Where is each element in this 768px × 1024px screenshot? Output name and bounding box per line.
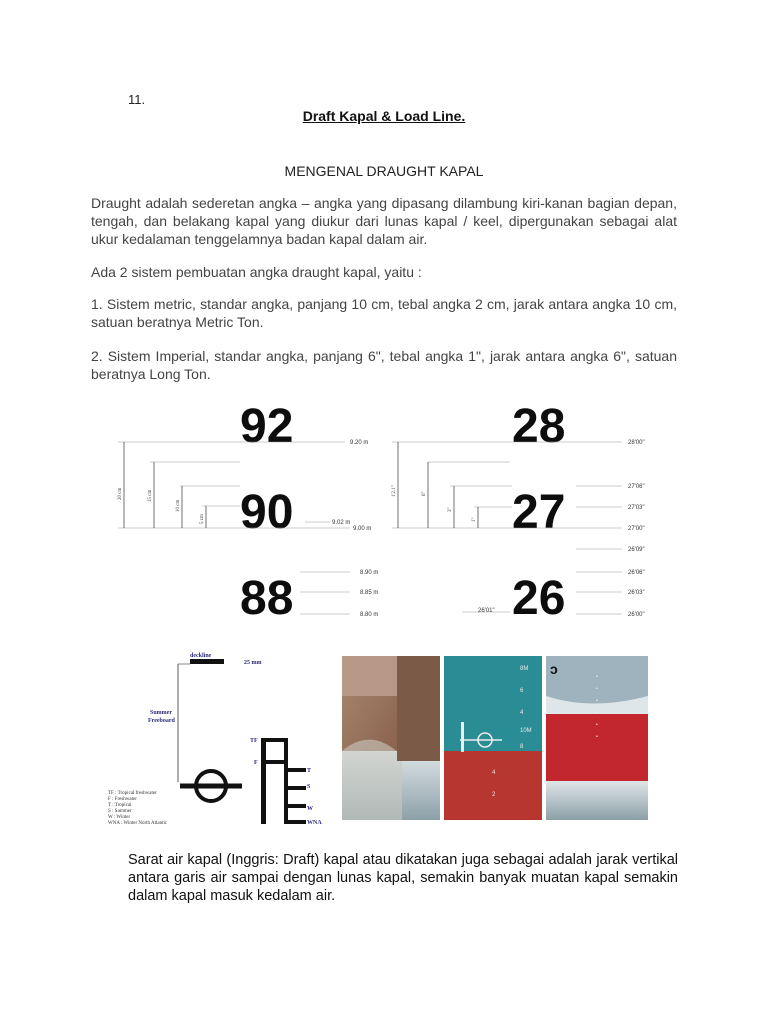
svg-text:•: • bbox=[596, 722, 598, 728]
mark-tf: TF bbox=[250, 738, 258, 744]
svg-text:•: • bbox=[596, 674, 598, 680]
hull-photo-3 bbox=[546, 656, 648, 820]
svg-text:TF : Tropical freshwater: TF : Tropical freshwater bbox=[108, 791, 157, 796]
dimension-label: 3" bbox=[448, 507, 453, 512]
svg-text:10M: 10M bbox=[520, 728, 532, 734]
svg-text:4: 4 bbox=[520, 710, 524, 716]
svg-text:•: • bbox=[596, 734, 598, 740]
mark-wna: WNA bbox=[307, 820, 322, 826]
draft-mark-label: 8.80 m bbox=[360, 612, 379, 618]
svg-text:•: • bbox=[596, 686, 598, 692]
load-line-legend bbox=[108, 791, 168, 826]
dimension-label: 10 cm bbox=[176, 499, 181, 512]
dimension-label: 1'2.1" bbox=[392, 485, 397, 497]
draft-mark-label: 27'00" bbox=[628, 526, 645, 532]
draft-mark-label: 9.20 m bbox=[350, 440, 369, 446]
svg-text:ɔ: ɔ bbox=[550, 661, 558, 677]
plimsoll-line bbox=[180, 784, 242, 789]
page-title: Draft Kapal & Load Line. bbox=[302, 108, 466, 124]
svg-text:8: 8 bbox=[520, 744, 524, 750]
draft-mark-label: 9.02 m bbox=[332, 520, 351, 526]
draft-number: 28 bbox=[512, 400, 566, 453]
draft-number: 92 bbox=[240, 400, 294, 453]
hull-photo-1 bbox=[342, 656, 440, 820]
draft-number: 26 bbox=[512, 572, 566, 625]
section-heading: MENGENAL DRAUGHT KAPAL bbox=[284, 163, 484, 179]
deckline-bar bbox=[190, 659, 224, 664]
imperial-draft-scale bbox=[392, 400, 645, 625]
svg-text:F : Freshwater: F : Freshwater bbox=[108, 797, 137, 802]
draft-mark-label: 26'01" bbox=[478, 608, 495, 614]
mark-w: W bbox=[307, 806, 313, 812]
paragraph-metric-system: 1. Sistem metric, standar angka, panjang 10 cm, tebal angka 2 cm, jarak antara angka 10 cm, satuan beratnya Metric Ton. bbox=[91, 296, 677, 330]
svg-text:S : Summer: S : Summer bbox=[108, 809, 132, 814]
paragraph-definition: Draught adalah sederetan angka – angka yang dipasang dilambung kiri-kanan bagian depan, tengah, dan belakang kapal yang diukur dari lunas kapal / keel, dipergunakan sebagai alat ukur kedalaman tenggelamnya badan kapal dalam air. bbox=[91, 195, 677, 247]
draft-mark-label: 27'06" bbox=[628, 484, 645, 490]
draft-mark-label: 8.85 m bbox=[360, 590, 379, 596]
draft-mark-label: 26'00" bbox=[628, 612, 645, 618]
dimension-label: 15 cm bbox=[148, 489, 153, 502]
page-number: 11. bbox=[128, 92, 146, 107]
dimension-label: 20 cm bbox=[118, 487, 123, 500]
svg-text:2: 2 bbox=[492, 792, 496, 798]
draft-mark-label: 26'03" bbox=[628, 590, 645, 596]
dimension-label: 5 cm bbox=[200, 514, 205, 524]
svg-text:W : Winter: W : Winter bbox=[108, 815, 131, 820]
svg-text:WNA : Winter North Atlantic: WNA : Winter North Atlantic bbox=[108, 821, 168, 826]
draft-mark-label: 28'00" bbox=[628, 440, 645, 446]
summer-label: Summer bbox=[150, 710, 172, 716]
svg-text:4: 4 bbox=[492, 770, 496, 776]
svg-text:•: • bbox=[596, 710, 598, 716]
metric-draft-scale bbox=[118, 400, 378, 625]
svg-text:T : Tropical: T : Tropical bbox=[108, 803, 132, 808]
paragraph-closing: Sarat air kapal (Inggris: Draft) kapal atau dikatakan juga sebagai adalah jarak vertikal antara garis air sampai dengan lunas kapal, semakin banyak muatan kapal semakin dalam kapal masuk kedalam air. bbox=[128, 852, 678, 904]
dimension-label: 1" bbox=[472, 517, 477, 522]
load-line-vertical bbox=[261, 738, 266, 824]
draft-number: 88 bbox=[240, 572, 294, 625]
draft-mark-label: 9.00 m bbox=[353, 526, 372, 532]
hull-photo-2 bbox=[444, 656, 542, 820]
svg-text:•: • bbox=[596, 698, 598, 704]
hull-photos bbox=[342, 656, 648, 820]
svg-text:8M: 8M bbox=[520, 666, 529, 672]
draft-mark-label: 27'03" bbox=[628, 505, 645, 511]
load-line-diagram bbox=[108, 648, 340, 830]
paragraph-imperial-system: 2. Sistem Imperial, standar angka, panjang 6", tebal angka 1", jarak antara angka 6", satuan beratnya Long Ton. bbox=[91, 348, 677, 382]
freeboard-word: Freeboard bbox=[148, 718, 175, 724]
mark-s: S bbox=[307, 784, 311, 790]
draft-mark-label: 26'09" bbox=[628, 547, 645, 553]
draft-number: 27 bbox=[512, 486, 566, 539]
svg-text:6: 6 bbox=[520, 688, 524, 694]
dimension-label: 6" bbox=[422, 491, 427, 496]
paragraph-systems-intro: Ada 2 sistem pembuatan angka draught kapal, yaitu : bbox=[91, 264, 422, 280]
draft-number: 90 bbox=[240, 486, 294, 539]
draft-mark-label: 26'06" bbox=[628, 570, 645, 576]
draft-mark-label: 8.90 m bbox=[360, 570, 379, 576]
mark-t: T bbox=[307, 768, 312, 774]
deckline-thickness-label: 25 mm bbox=[244, 660, 262, 666]
deckline-label: deckline bbox=[190, 653, 212, 659]
mark-f: F bbox=[254, 760, 258, 766]
draft-marks-figure bbox=[110, 392, 660, 627]
